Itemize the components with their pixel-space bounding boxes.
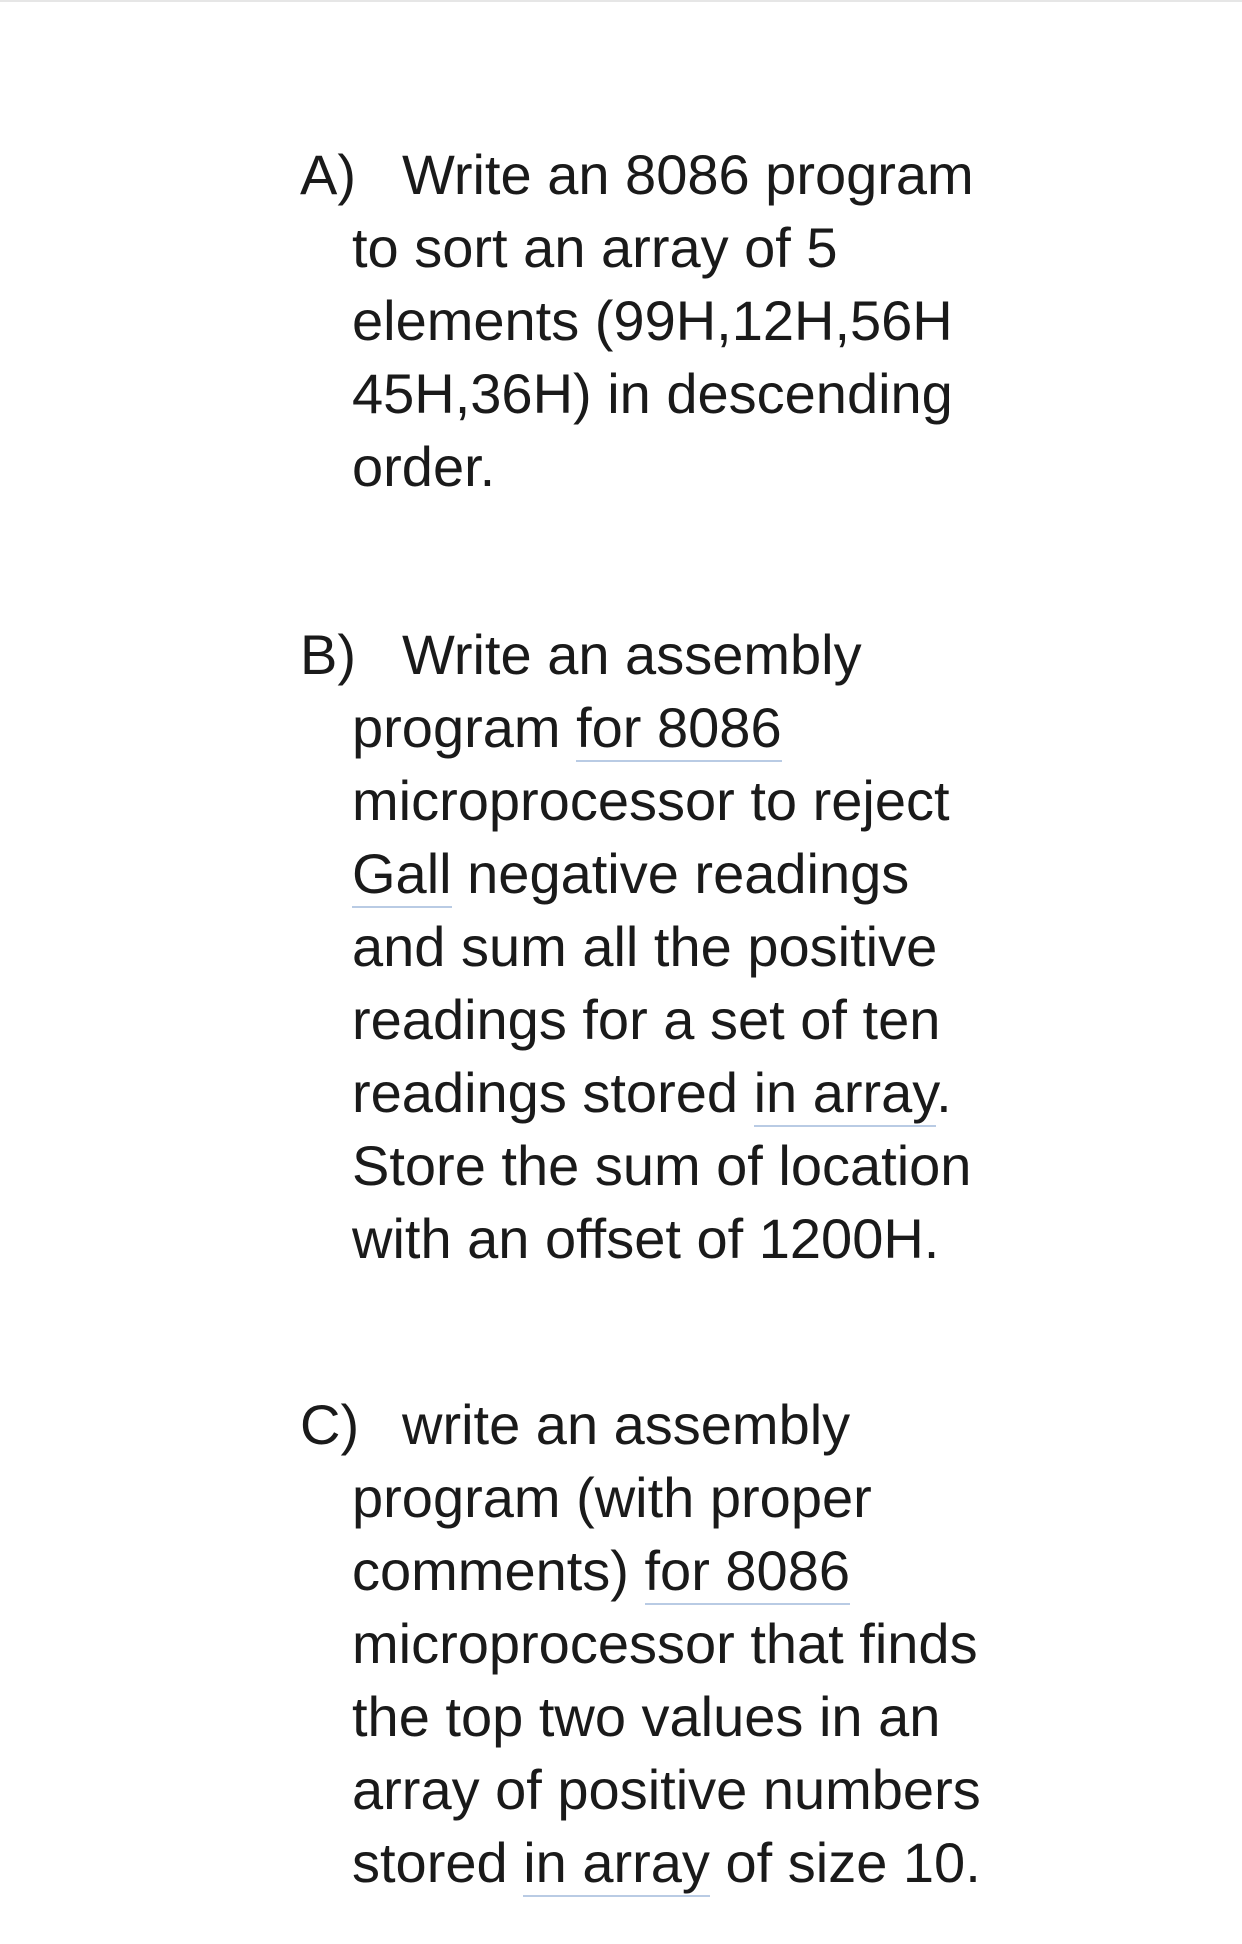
text-segment: to sort an array of 5 <box>352 216 838 279</box>
text-segment: readings for a set of ten <box>352 988 941 1051</box>
question-a-line <box>352 430 495 503</box>
text-segment: with an offset of 1200H. <box>352 1207 940 1270</box>
text-segment: write an assembly <box>402 1393 851 1456</box>
question-a-marker: A) <box>300 143 356 206</box>
top-divider <box>0 0 1242 2</box>
question-a-line <box>352 284 953 357</box>
question-b-line <box>352 983 940 1056</box>
text-segment: of size 10. <box>709 1831 981 1894</box>
text-segment: negative readings <box>451 842 910 905</box>
text-segment: program <box>352 696 577 759</box>
text-segment: . <box>936 1061 952 1124</box>
underlined-phrase: in array <box>754 1061 937 1127</box>
underlined-phrase: for 8086 <box>645 1539 851 1605</box>
text-segment: program (with proper <box>352 1466 872 1529</box>
text-segment: 45H,36H) in descending <box>352 362 953 425</box>
question-c-line <box>300 1388 850 1461</box>
question-a-line <box>300 138 974 211</box>
text-segment: elements (99H,12H,56H <box>352 289 953 352</box>
question-a-line <box>352 211 838 284</box>
question-b-line <box>352 837 909 910</box>
text-segment: array of positive numbers <box>352 1758 981 1821</box>
question-b-line <box>352 910 937 983</box>
question-b-line <box>352 1129 971 1202</box>
question-a-line <box>352 357 953 430</box>
text-segment: microprocessor that finds <box>352 1612 978 1675</box>
text-segment: Write an assembly <box>402 623 862 686</box>
question-b-line <box>352 691 782 764</box>
underlined-phrase: in array <box>523 1831 710 1897</box>
question-c-line <box>352 1461 872 1534</box>
text-segment: Store the sum of location <box>352 1134 972 1197</box>
question-c-line <box>352 1680 940 1753</box>
question-b-line <box>300 618 862 691</box>
question-b-line <box>352 1056 952 1129</box>
text-segment: and sum all the positive <box>352 915 938 978</box>
underlined-phrase: Gall <box>352 842 452 908</box>
text-segment: stored <box>352 1831 524 1894</box>
question-c-line <box>352 1534 850 1607</box>
underlined-phrase: for 8086 <box>576 696 782 762</box>
question-c-marker: C) <box>300 1393 360 1456</box>
question-c-line <box>352 1607 978 1680</box>
question-b-line <box>352 1202 939 1275</box>
text-segment: microprocessor to reject <box>352 769 950 832</box>
text-segment: Write an 8086 program <box>402 143 974 206</box>
text-segment: readings stored <box>352 1061 754 1124</box>
question-c-line <box>352 1826 981 1899</box>
text-segment: order. <box>352 435 496 498</box>
question-b-marker: B) <box>300 623 356 686</box>
question-b-line <box>352 764 950 837</box>
text-segment: the top two values in an <box>352 1685 941 1748</box>
question-c-line <box>352 1753 981 1826</box>
text-segment: comments) <box>352 1539 645 1602</box>
